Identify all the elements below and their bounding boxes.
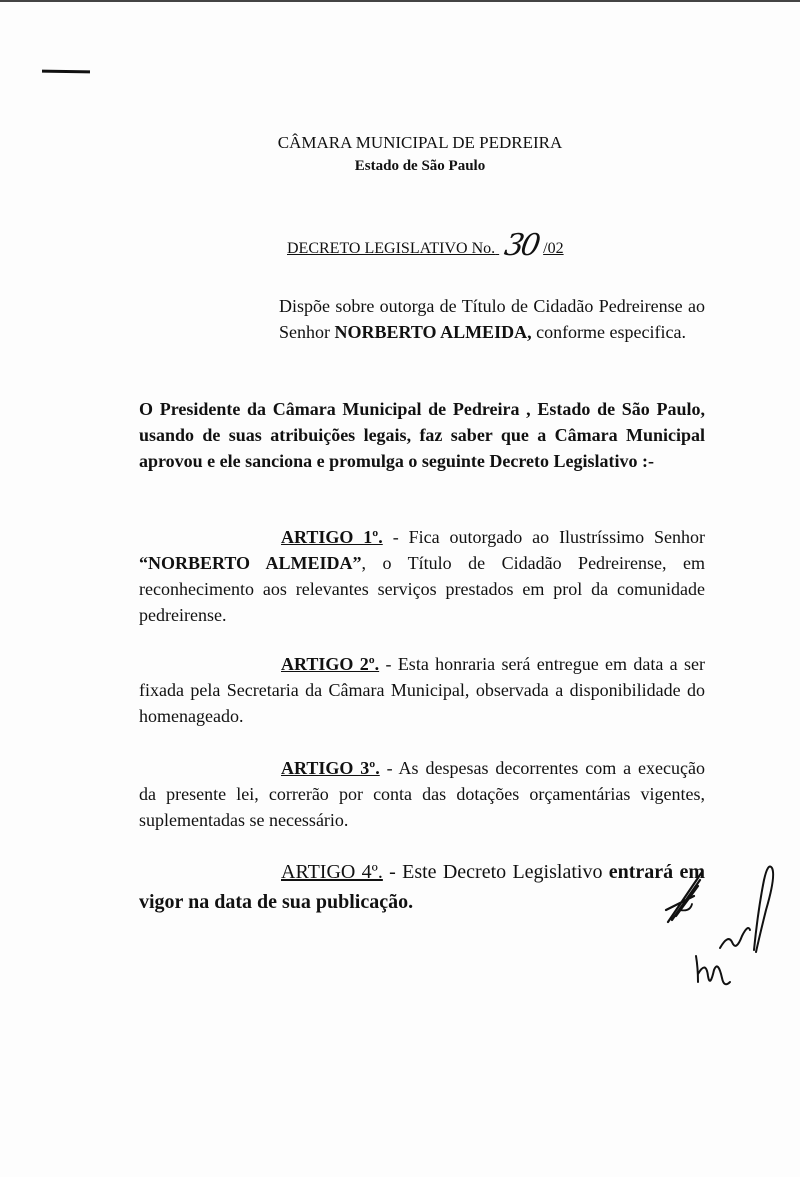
article-4-text-first: - Este Decreto Legislativo: [382, 861, 603, 883]
ementa-text-before: Dispõe sobre outorga de Título de Cidadão Pedreirense ao Senhor: [279, 296, 705, 342]
article-1-label: ARTIGO 1º.: [281, 527, 383, 547]
institution-name: CÂMARA MUNICIPAL DE PEDREIRA: [277, 133, 563, 152]
article-2-text: - Esta honraria será entregue em data a ser fixada pela Secretaria da Câmara Municipal, observada a disponibilidade do homenageado.: [139, 654, 705, 726]
article-4-text-rest: entrará em vigor na data de sua publicação.: [139, 861, 706, 913]
ementa-honoree-name: NORBERTO ALMEIDA,: [334, 322, 532, 342]
article-1-honoree-name: “NORBERTO ALMEIDA”: [139, 553, 362, 573]
article-3: [139, 755, 705, 833]
handwritten-signature: [650, 850, 790, 1000]
page-top-edge: [0, 0, 800, 2]
article-3-label: ARTIGO 3º.: [281, 758, 380, 778]
article-2: [139, 651, 705, 729]
decree-year: /02: [543, 240, 564, 257]
article-3-text: - As despesas decorrentes com a execução da presente lei, correrão por conta das dotações orçamentárias vigentes, suplementadas se necessário.: [139, 758, 705, 830]
article-2-label: ARTIGO 2º.: [281, 654, 380, 674]
article-4-label: ARTIGO 4º.: [281, 861, 383, 883]
ementa-summary: [279, 293, 705, 345]
decree-number-handwritten: 30: [501, 228, 541, 263]
state-name: Estado de São Paulo: [354, 158, 486, 174]
preamble-paragraph: O Presidente da Câmara Municipal de Pedreira , Estado de São Paulo, usando de suas atribuições legais, faz saber que a Câmara Municipal aprovou e ele sanciona e promulga o seguinte Decreto Legislativo :-: [139, 399, 705, 471]
article-1: [139, 524, 705, 628]
article-4: [139, 857, 705, 917]
ementa-text-after: conforme especifica.: [531, 322, 686, 342]
decree-title-prefix: DECRETO LEGISLATIVO No.: [287, 240, 496, 257]
article-1-text-after: , o Título de Cidadão Pedreirense, em reconhecimento aos relevantes serviços prestados em prol da comunidade pedreirense.: [139, 553, 705, 625]
margin-pen-mark: [42, 70, 90, 74]
decree-title: [287, 226, 564, 261]
article-1-text-before: - Fica outorgado ao Ilustríssimo Senhor: [382, 527, 705, 547]
